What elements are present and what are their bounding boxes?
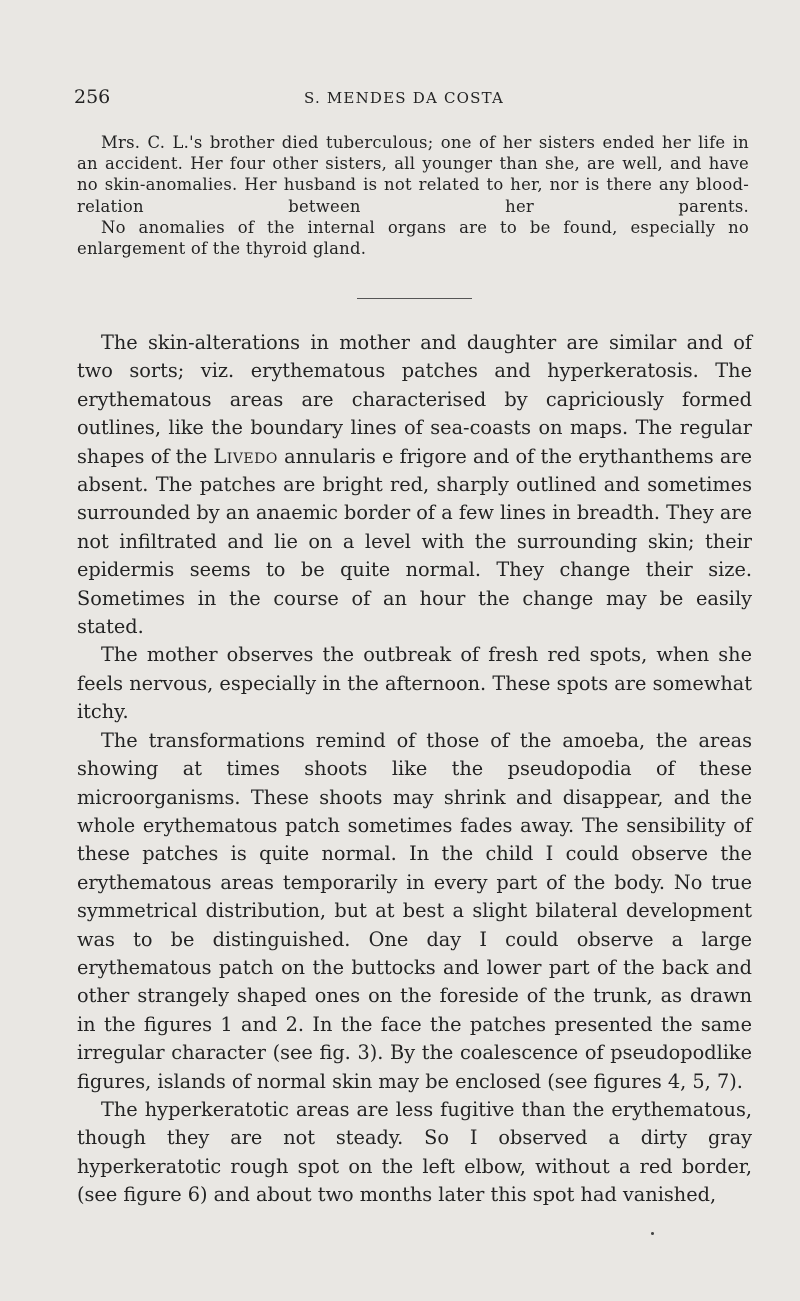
body-paragraph — [77, 329, 752, 641]
body-paragraph: The transformations remind of those of the amoeba, the areas showing at times shoots like the pseudopodia of these microorganisms. These shoots may shrink and disappear, and the whole erythematous patch sometimes fades away. The sensibility of these patches is quite normal. In the child I could observe the erythematous areas temporarily in every part of the body. No true symmetrical distribution, but at best a slight bilateral development was to be distinguished. One day I could observe a large erythematous patch on the buttocks and lower part of the back and other strangely shaped ones on the foreside of the trunk, as drawn in the figures 1 and 2. In the face the patches presented the same irregular character (see fig. 3). By the coalescence of pseudopodlike figures, islands of normal skin may be enclosed (see figures 4, 5, 7). — [77, 728, 752, 1093]
small-paragraph: No anomalies of the internal organs are to be found, especially no enlargement of the thyroid gland. — [77, 217, 749, 259]
page-number: 256 — [74, 86, 111, 108]
body-paragraph: The mother observes the outbreak of fresh red spots, when she feels nervous, especially in the afternoon. These spots are somewhat itchy. — [77, 643, 752, 724]
body-paragraph: The hyperkeratotic areas are less fugitive than the erythematous, though they are not steady. So I observed a dirty gray hyperkeratotic rough spot on the left elbow, without a red border, (see figure 6) and about two months later this spot had vanished, — [77, 1097, 752, 1207]
case-history-paragraphs — [77, 132, 749, 259]
page-header — [74, 86, 752, 114]
print-speck — [651, 1232, 654, 1235]
small-caps-term: Livedo — [213, 444, 278, 468]
paragraph-text: annularis e frigore and of the erythanthems are absent. The patches are bright red, sharply outlined and sometimes surrounded by an anaemic border of a few lines in breadth. They are not infiltrated and lie on a level with the surrounding skin; their epidermis seems to be quite normal. They change their size. Sometimes in the course of an hour the change may be easily stated. — [77, 444, 752, 639]
main-text — [77, 329, 752, 1210]
paragraph-text: The skin-alterations in mother and daughter are similar and of two sorts; viz. erythematous patches and hyperkeratosis. The erythematous areas are characterised by capriciously formed outlines, like the boundary lines of sea-coasts on maps. The regular shapes of the — [77, 331, 752, 468]
small-paragraph: Mrs. C. L.'s brother died tuberculous; one of her sisters ended her life in an accident. Her four other sisters, all younger than she, are well, and have no skin-anomalies. Her husband is not related to her, nor is there any blood-relation between her parents. — [77, 133, 749, 216]
section-divider — [357, 298, 472, 299]
running-head: S. MENDES DA COSTA — [304, 89, 505, 107]
